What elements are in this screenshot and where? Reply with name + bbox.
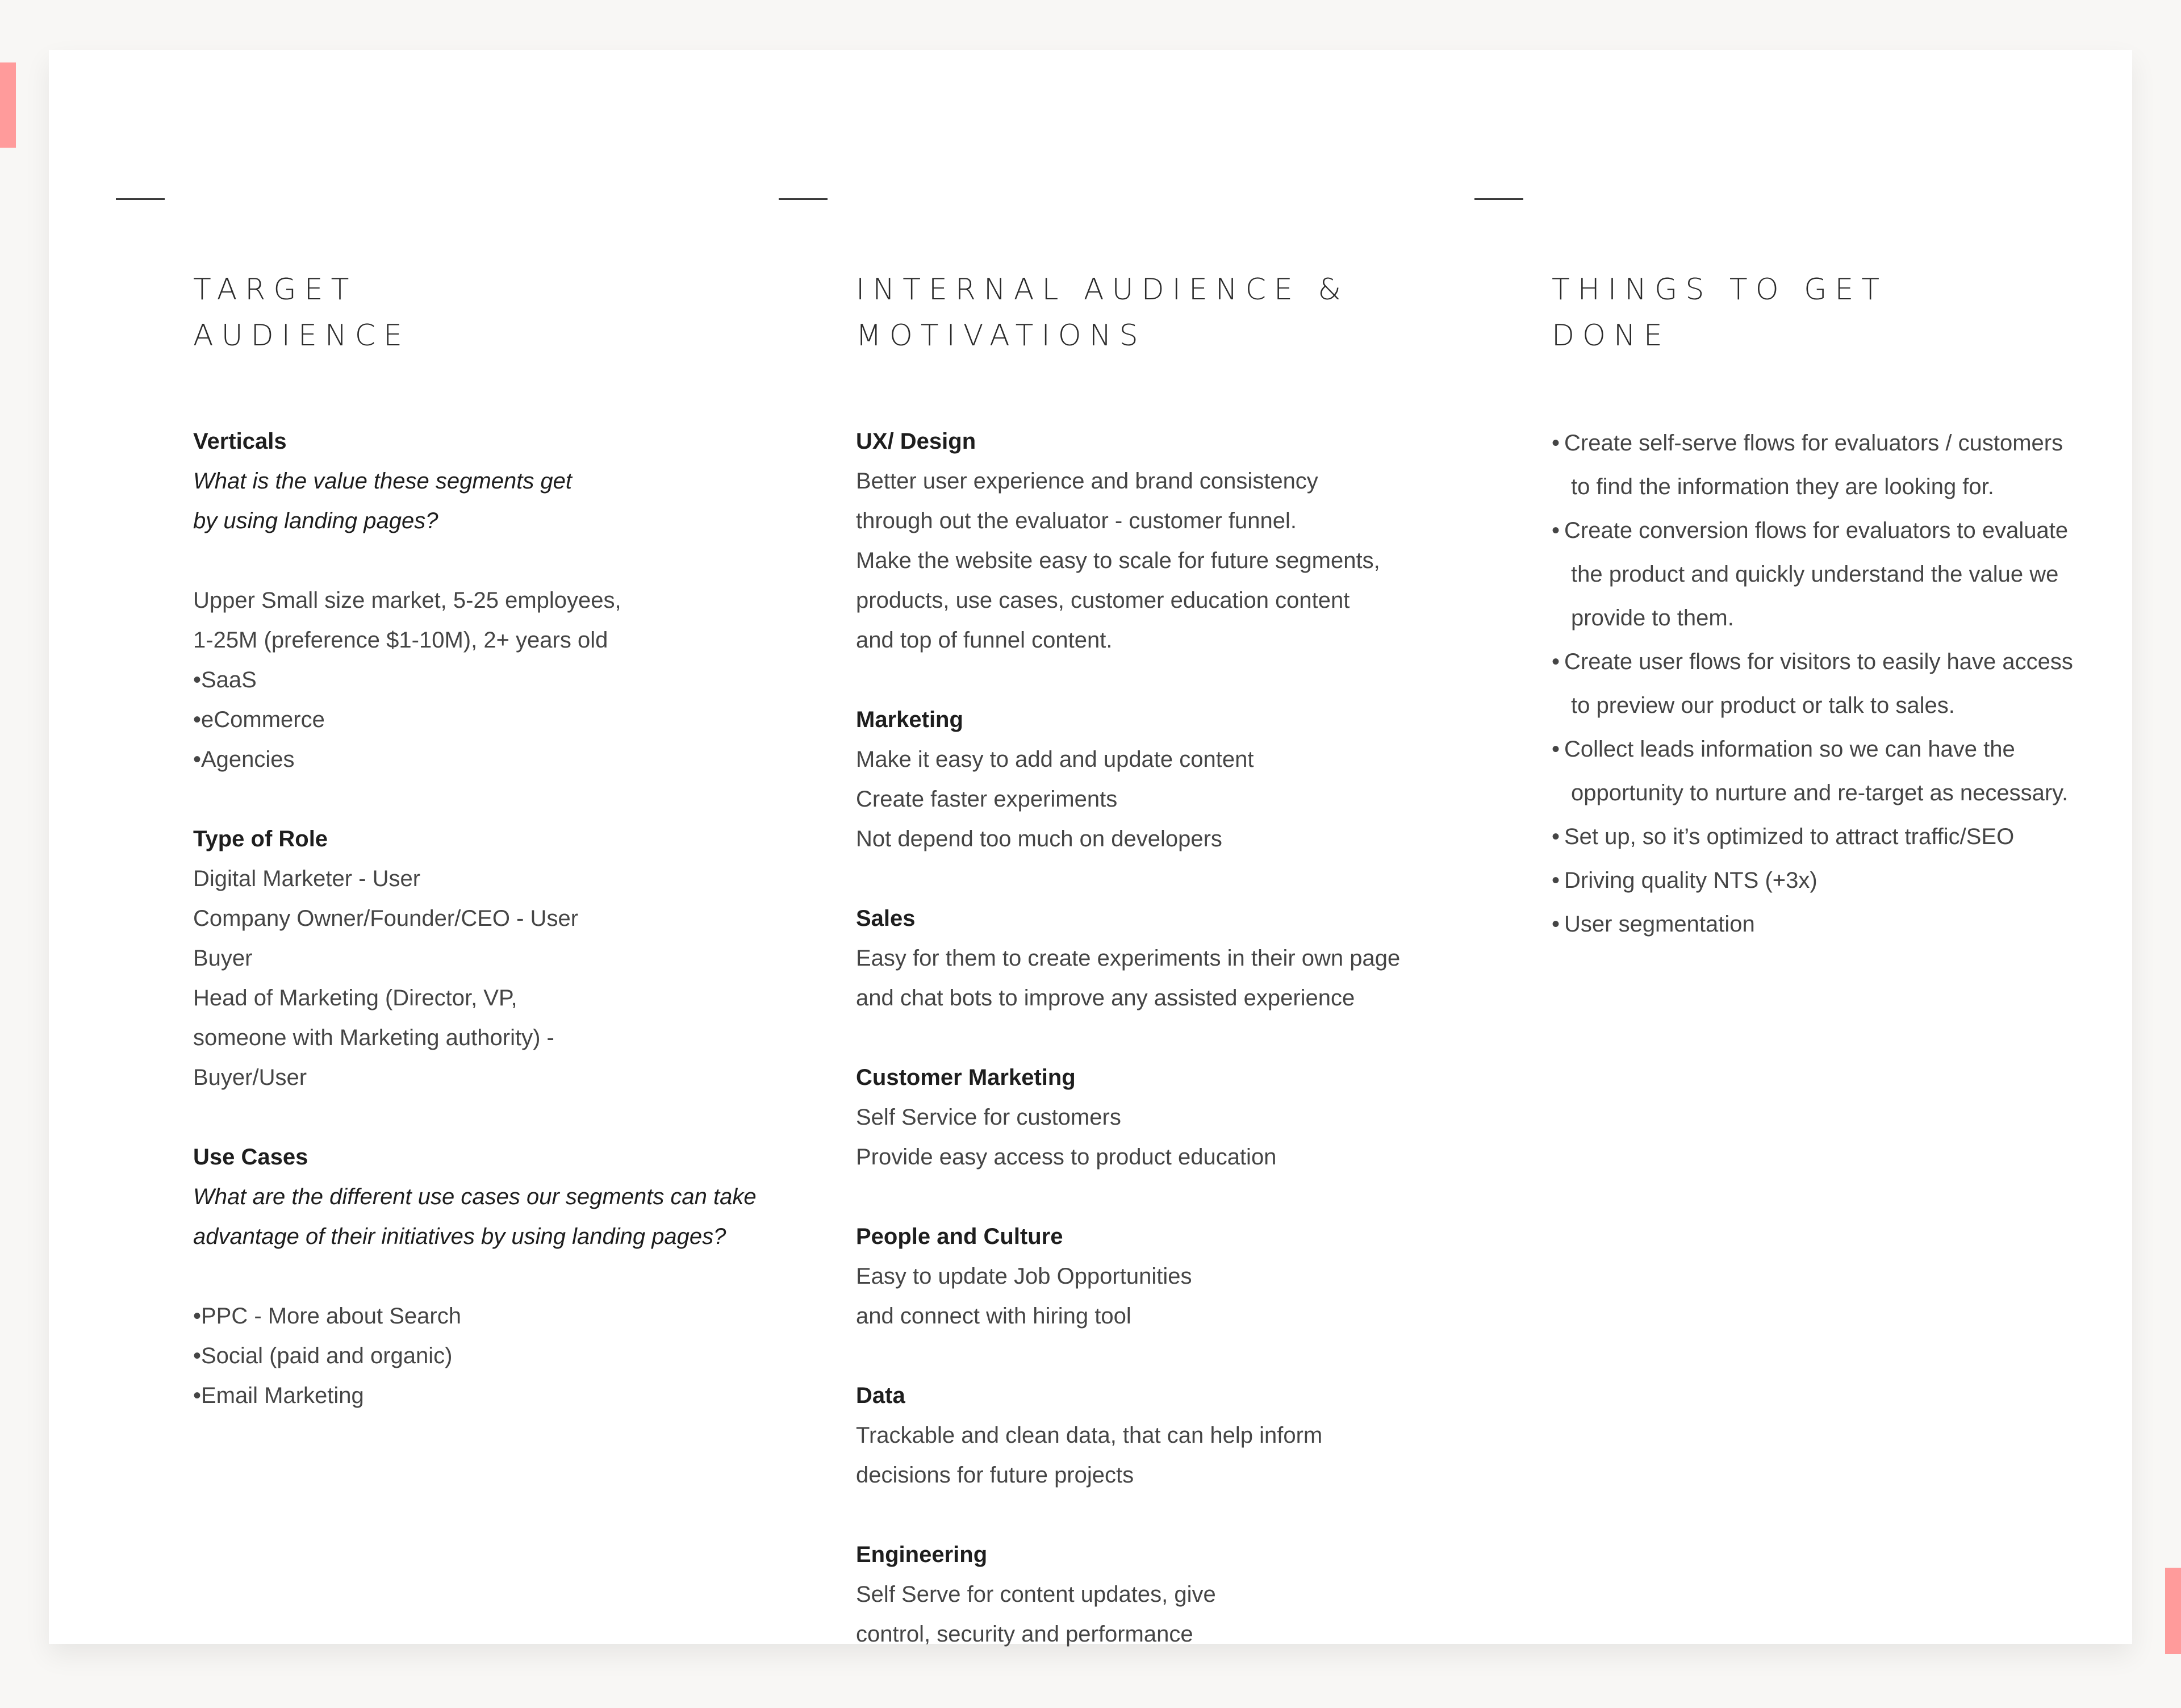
internal-section-line: Better user experience and brand consistency (856, 469, 1318, 494)
internal-audience-heading (779, 175, 1449, 359)
things-list-item (1552, 728, 2128, 815)
internal-audience-content (856, 421, 1449, 1654)
left-accent-bar (0, 62, 16, 148)
use-cases-line: •PPC - More about Search (193, 1304, 461, 1329)
right-accent-bar (2165, 1568, 2181, 1654)
things-to-get-done-heading-text: THINGS TO GET DONE (1552, 273, 1888, 353)
heading-dash (1474, 198, 1523, 200)
things-list-item (1552, 859, 2128, 903)
verticals-line: Upper Small size market, 5-25 employees, (193, 588, 621, 613)
internal-section-title: Marketing (856, 707, 963, 732)
things-list-item-line: • Collect leads information so we can have the (1564, 737, 2015, 762)
internal-section (856, 1376, 1449, 1495)
target-audience-column (116, 175, 786, 1455)
target-audience-content (193, 421, 786, 1415)
role-title: Type of Role (193, 826, 328, 851)
things-list-item-line: • Set up, so it’s optimized to attract traffic/SEO (1564, 824, 2015, 849)
verticals-title: Verticals (193, 429, 287, 454)
role-line: someone with Marketing authority) - (193, 1025, 554, 1050)
things-list-item-line: opportunity to nurture and re-target as necessary. (1571, 780, 2069, 805)
verticals-question: What is the value these segments get by using landing pages? (193, 469, 573, 533)
internal-section-line: Self Service for customers (856, 1105, 1121, 1130)
internal-section-line: Easy for them to create experiments in their own page (856, 946, 1401, 971)
internal-section (856, 1535, 1449, 1654)
things-to-get-done-column (1474, 175, 2128, 946)
internal-section (856, 899, 1449, 1018)
internal-section (856, 700, 1449, 859)
things-list-item (1552, 903, 2128, 946)
content-card (49, 50, 2132, 1647)
things-list-item (1552, 509, 2128, 640)
internal-section-line: and top of funnel content. (856, 628, 1113, 653)
use-cases-line: •Email Marketing (193, 1383, 364, 1408)
things-list-item-line: the product and quickly understand the value we (1571, 562, 2059, 587)
things-list-item-line: • User segmentation (1564, 912, 1755, 937)
heading-dash (116, 198, 165, 200)
verticals-section (193, 421, 786, 779)
role-line: Company Owner/Founder/CEO - User (193, 906, 579, 931)
use-cases-title: Use Cases (193, 1145, 308, 1170)
heading-dash (779, 198, 828, 200)
things-list-item-line: • Create user flows for visitors to easily have access (1564, 649, 2073, 674)
internal-section-line: Not depend too much on developers (856, 826, 1222, 851)
internal-section-line: Self Serve for content updates, give (856, 1582, 1216, 1607)
internal-section-line: Create faster experiments (856, 787, 1118, 812)
role-line: Buyer/User (193, 1065, 307, 1090)
things-list-item (1552, 815, 2128, 859)
internal-section-line: Make it easy to add and update content (856, 747, 1254, 772)
internal-section-title: Data (856, 1383, 905, 1408)
internal-section-line: and chat bots to improve any assisted experience (856, 985, 1355, 1010)
internal-section-line: products, use cases, customer education content (856, 588, 1350, 613)
internal-section-title: Engineering (856, 1542, 988, 1567)
role-section (193, 819, 786, 1097)
things-list-item (1552, 640, 2128, 728)
verticals-line: •eCommerce (193, 707, 325, 732)
things-to-get-done-list (1552, 421, 2128, 946)
internal-section-title: Customer Marketing (856, 1065, 1076, 1090)
things-list-item-line: • Create conversion flows for evaluators to evaluate (1564, 518, 2069, 543)
role-line: Buyer (193, 946, 253, 971)
internal-section-line: decisions for future projects (856, 1463, 1134, 1488)
internal-audience-column (779, 175, 1449, 1694)
things-list-item-line: provide to them. (1571, 605, 1734, 630)
things-list-item-line: to find the information they are looking for. (1571, 474, 1994, 499)
things-list-item (1552, 421, 2128, 509)
internal-audience-heading-text: INTERNAL AUDIENCE & MOTIVATIONS (856, 273, 1349, 353)
internal-section (856, 421, 1449, 660)
internal-section-title: Sales (856, 906, 916, 931)
things-to-get-done-heading (1474, 175, 2128, 359)
internal-section (856, 1217, 1449, 1336)
target-audience-heading (116, 175, 786, 359)
internal-section-line: control, security and performance (856, 1622, 1193, 1647)
things-list-item-line: to preview our product or talk to sales. (1571, 693, 1955, 718)
internal-section (856, 1058, 1449, 1177)
verticals-line: 1-25M (preference $1-10M), 2+ years old (193, 628, 608, 653)
things-list-item-line: • Create self-serve flows for evaluators / customers (1564, 431, 2063, 456)
use-cases-section (193, 1137, 786, 1415)
internal-section-line: Make the website easy to scale for future segments, (856, 548, 1380, 573)
things-list-item-line: • Driving quality NTS (+3x) (1564, 868, 1818, 893)
target-audience-heading-text: TARGET AUDIENCE (193, 273, 410, 353)
internal-section-line: Trackable and clean data, that can help inform (856, 1423, 1323, 1448)
internal-section-title: People and Culture (856, 1224, 1063, 1249)
use-cases-question: What are the different use cases our segments can take advantage of their initiatives by using landing pages? (193, 1184, 757, 1249)
role-line: Head of Marketing (Director, VP, (193, 985, 517, 1010)
internal-section-line: and connect with hiring tool (856, 1304, 1131, 1329)
internal-section-title: UX/ Design (856, 429, 976, 454)
internal-section-line: Easy to update Job Opportunities (856, 1264, 1192, 1289)
internal-section-line: through out the evaluator - customer funnel. (856, 508, 1297, 533)
role-line: Digital Marketer - User (193, 866, 421, 891)
verticals-line: •Agencies (193, 747, 295, 772)
verticals-line: •SaaS (193, 667, 257, 692)
internal-section-line: Provide easy access to product education (856, 1145, 1277, 1170)
use-cases-line: •Social (paid and organic) (193, 1343, 453, 1368)
